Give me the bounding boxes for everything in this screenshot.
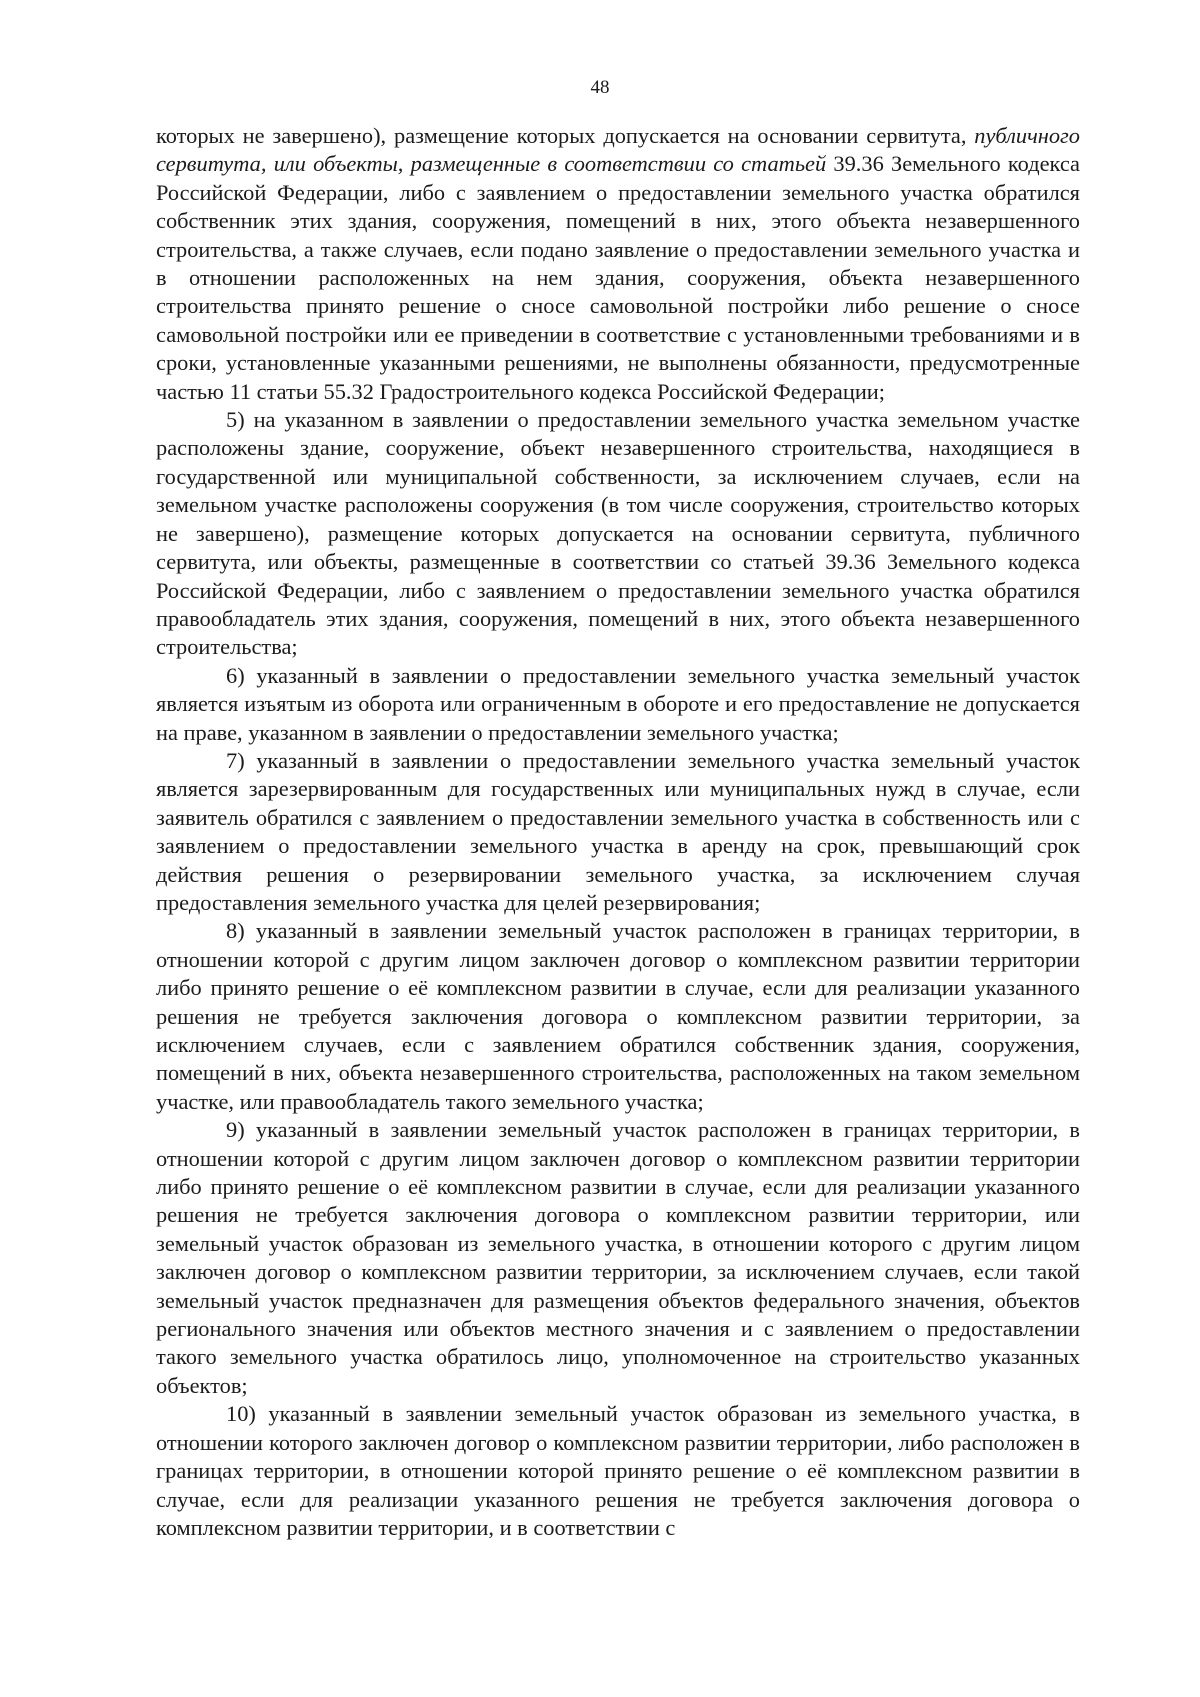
paragraph-continuation: [156, 122, 1080, 406]
paragraph-continuation-start: которых не завершено), размещение которых допускается на основании сервитута,: [156, 123, 975, 148]
paragraph-continuation-end: 39.36 Земельного кодекса Российской Федерации, либо с заявлением о предоставлении земельного участка обратился собственник этих здания, сооружения, помещений в них, этого объекта незавершенного строительства, а также случаев, если подано заявление о предоставлении земельного участка и в отношении расположенных на нем здания, сооружения, объекта незавершенного строительства принято решение о сносе самовольной постройки либо решение о сносе самовольной постройки или ее приведении в соответствие с установленными требованиями и в сроки, установленные указанными решениями, не выполнены обязанности, предусмотренные частью 11 статьи 55.32 Градостроительного кодекса Российской Федерации;: [156, 151, 1080, 404]
paragraph-item-6: 6) указанный в заявлении о предоставлении земельного участка земельный участок является изъятым из оборота или ограниченным в обороте и его предоставление не допускается на праве, указанном в заявлении о предоставлении земельного участка;: [156, 662, 1080, 745]
paragraph-item-10: 10) указанный в заявлении земельный участок образован из земельного участка, в отношении которого заключен договор о комплексном развитии территории, либо расположен в границах территории, в отношении которой принято решение о её комплексном развитии в случае, если для реализации указанного решения не требуется заключения договора о комплексном развитии территории, и в соответствии с: [156, 1401, 1080, 1540]
paragraph-item-8: 8) указанный в заявлении земельный участок расположен в границах территории, в отношении которой с другим лицом заключен договор о комплексном развитии территории либо принято решение о её комплексном развитии в случае, если для реализации указанного решения не требуется заключения договора о комплексном развитии территории, за исключением случаев, если с заявлением обратился собственник здания, сооружения, помещений в них, объекта незавершенного строительства, расположенных на таком земельном участке, или правообладатель такого земельного участка;: [156, 918, 1080, 1114]
paragraph-item-9: 9) указанный в заявлении земельный участок расположен в границах территории, в отношении которой с другим лицом заключен договор о комплексном развитии территории либо принято решение о её комплексном развитии в случае, если для реализации указанного решения не требуется заключения договора о комплексном развитии территории, или земельный участок образован из земельного участка, в отношении которого с другим лицом заключен договор о комплексном развитии территории, за исключением случаев, если такой земельный участок предназначен для размещения объектов федерального значения, объектов регионального значения или объектов местного значения и с заявлением о предоставлении такого земельного участка обратилось лицо, уполномоченное на строительство указанных объектов;: [156, 1117, 1080, 1398]
paragraph-continuation-italic: публичного сервитута, или объекты, размещенные в соответствии со статьей: [156, 123, 1080, 177]
page-number: 48: [590, 77, 610, 98]
document-body: [156, 122, 1080, 1542]
paragraph-item-7: 7) указанный в заявлении о предоставлении земельного участка земельный участок является зарезервированным для государственных или муниципальных нужд в случае, если заявитель обратился с заявлением о предоставлении земельного участка в собственность или с заявлением о предоставлении земельного участка в аренду на срок, превышающий срок действия решения о резервировании земельного участка, за исключением случая предоставления земельного участка для целей резервирования;: [156, 747, 1080, 915]
paragraph-item-5: 5) на указанном в заявлении о предоставлении земельного участка земельном участке расположены здание, сооружение, объект незавершенного строительства, находящиеся в государственной или муниципальной собственности, за исключением случаев, если на земельном участке расположены сооружения (в том числе сооружения, строительство которых не завершено), размещение которых допускается на основании сервитута, публичного сервитута, или объекты, размещенные в соответствии со статьей 39.36 Земельного кодекса Российской Федерации, либо с заявлением о предоставлении земельного участка обратился правообладатель этих здания, сооружения, помещений в них, этого объекта незавершенного строительства;: [156, 407, 1080, 660]
